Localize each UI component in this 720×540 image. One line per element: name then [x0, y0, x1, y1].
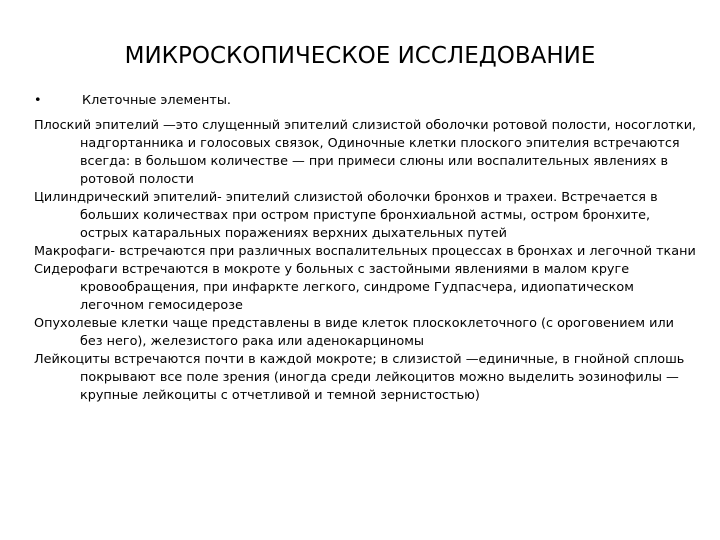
- paragraph-macrophages: Макрофаги- встречаются при различных воспалительных процессах в бронхах и легочной ткани: [34, 244, 696, 259]
- bullet-marker: •: [34, 93, 42, 108]
- paragraph-squamous-epithelium: Плоский эпителий —это слущенный эпителий слизистой оболочки ротовой полости, носоглотки, надгортанника и голосовых связок, Одиночные клетки плоского эпителия встречаются всегда: в большом количестве — при примеси слюны или воспалительных явлениях в ротовой полости: [34, 118, 697, 187]
- paragraph-leukocytes: Лейкоциты встречаются почти в каждой мокроте; в слизистой —единичные, в гнойной сплошь покрывают все поле зрения (иногда среди лейкоцитов можно выделить эозинофилы — крупные лейкоциты с отчетливой и темной зернистостью): [34, 352, 685, 403]
- bullet-item: [34, 92, 700, 117]
- paragraph-siderophages: Сидерофаги встречаются в мокроте у больных с застойными явлениями в малом круге кровообращения, при инфаркте легкого, синдроме Гудпасчера, идиопатическом легочном гемосидерозе: [34, 262, 634, 313]
- slide-body: [34, 92, 700, 405]
- bullet-text: Клеточные элементы.: [82, 93, 231, 108]
- paragraph-columnar-epithelium: Цилиндрический эпителий- эпителий слизистой оболочки бронхов и трахеи. Встречается в больших количествах при остром приступе бронхиальной астмы, остром бронхите, острых катаральных поражениях верхних дыхательных путей: [34, 190, 658, 241]
- slide-title: МИКРОСКОПИЧЕСКОЕ ИССЛЕДОВАНИЕ: [124, 43, 596, 69]
- paragraph-tumor-cells: Опухолевые клетки чаще представлены в виде клеток плоскоклеточного (с ороговением или без него), железистого рака или аденокарциномы: [34, 316, 674, 349]
